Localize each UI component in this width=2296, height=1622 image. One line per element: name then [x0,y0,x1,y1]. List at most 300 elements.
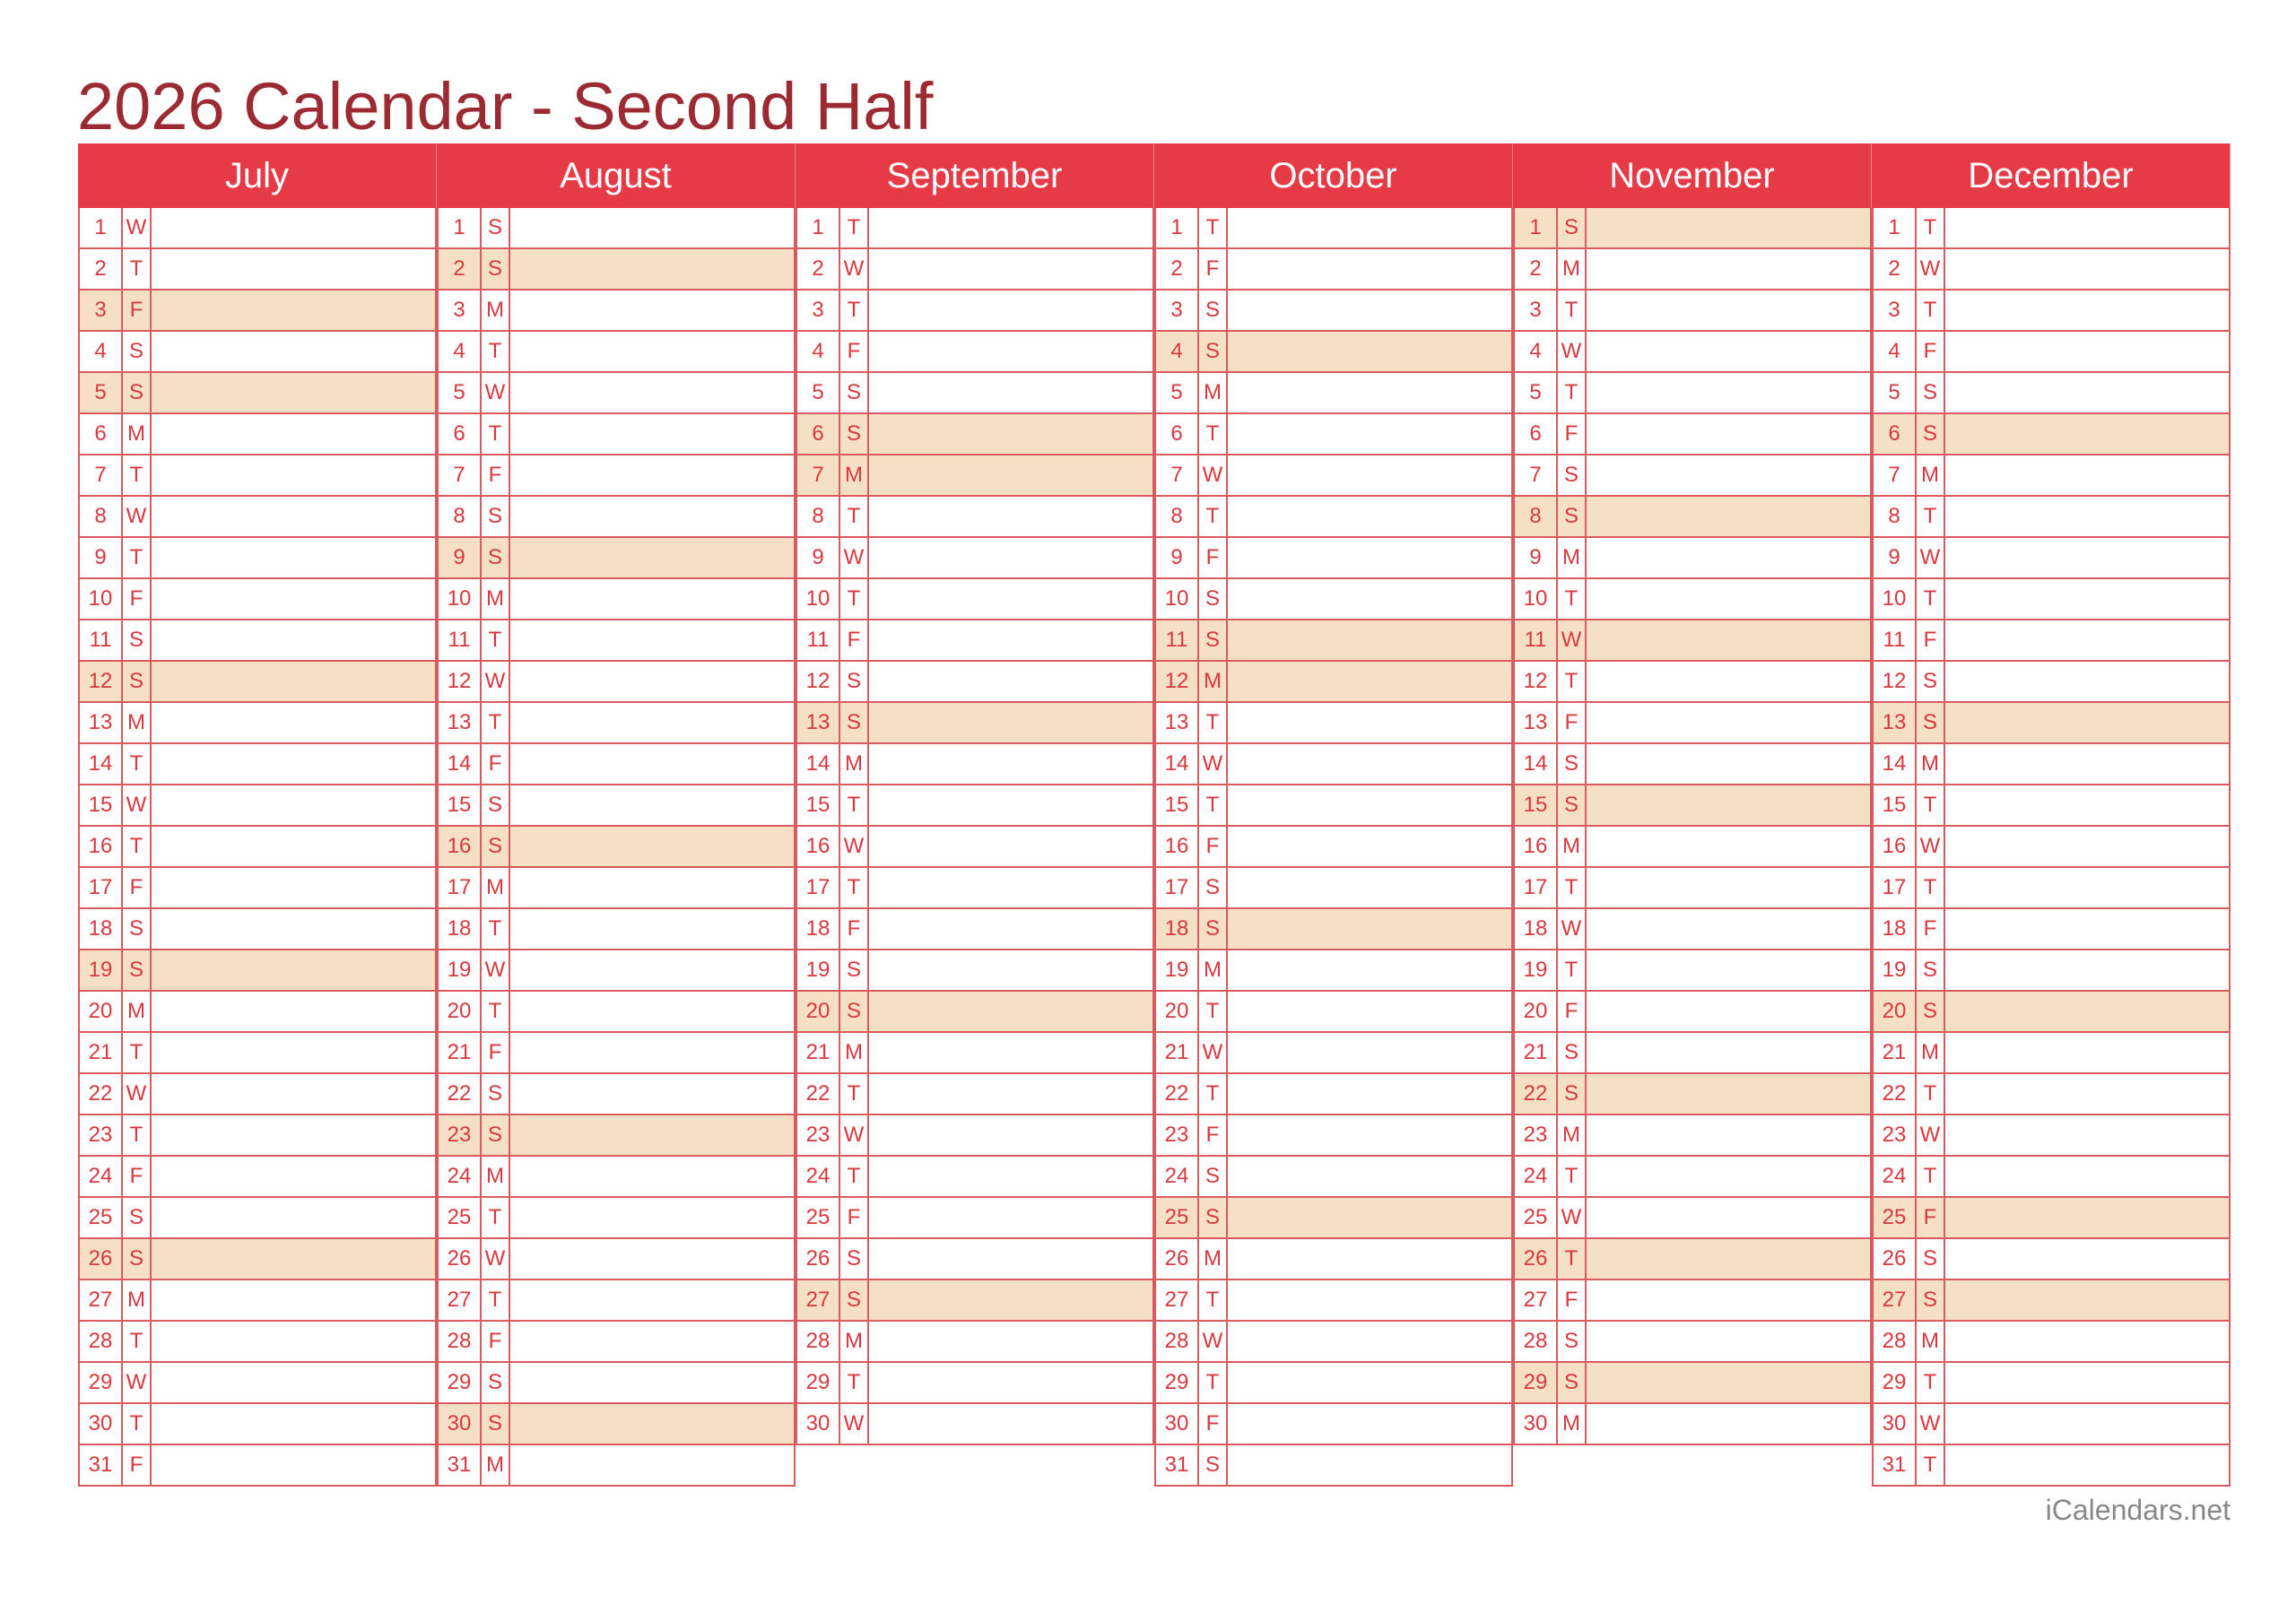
day-notes-space [1587,662,1870,701]
day-row [78,538,437,579]
day-number: 4 [439,332,482,371]
day-notes-space [1587,208,1870,247]
day-number: 24 [80,1157,123,1196]
weekday-letter: T [840,1363,869,1402]
weekday-letter: T [1917,868,1945,907]
day-row [1154,1445,1513,1487]
day-number: 14 [439,744,482,784]
day-number: 20 [1156,992,1199,1031]
day-notes-space [510,291,794,330]
day-number: 20 [797,992,840,1031]
day-row [78,703,437,744]
day-number: 6 [797,414,840,454]
day-notes-space [869,1198,1152,1237]
day-row [796,1033,1154,1074]
day-notes-space [869,208,1152,247]
weekday-letter: S [1917,992,1945,1031]
day-number: 7 [1515,455,1558,495]
day-number: 23 [797,1115,840,1155]
day-notes-space [152,868,435,907]
day-row [78,662,437,703]
weekday-letter: S [123,909,152,949]
day-notes-space [1945,744,2229,784]
day-notes-space [869,992,1152,1031]
day-number: 24 [1156,1157,1199,1196]
day-number: 2 [1156,249,1199,289]
day-number: 22 [1515,1074,1558,1114]
day-notes-space [1587,497,1870,536]
weekday-letter: M [123,1280,152,1320]
day-notes-space [152,1322,435,1361]
day-notes-space [152,1363,435,1402]
weekday-letter: S [1199,868,1228,907]
day-notes-space [152,291,435,330]
day-number: 16 [1156,827,1199,866]
month-july [78,143,437,1487]
weekday-letter: F [1917,909,1945,949]
day-notes-space [510,744,794,784]
day-number: 31 [1874,1445,1917,1485]
day-row [796,579,1154,620]
day-notes-space [869,785,1152,825]
weekday-letter: S [482,1363,510,1402]
weekday-letter: M [482,1445,510,1485]
day-row [1513,868,1872,909]
weekday-letter: W [123,497,152,536]
day-number: 3 [1156,291,1199,330]
day-number: 1 [1515,208,1558,247]
weekday-letter: T [123,538,152,577]
weekday-letter: F [1917,332,1945,371]
day-number: 26 [1156,1239,1199,1279]
day-number: 2 [1515,249,1558,289]
day-row [437,992,796,1033]
weekday-letter: F [1199,1115,1228,1155]
day-row [796,208,1154,249]
day-notes-space [510,992,794,1031]
day-row [1513,1074,1872,1115]
month-header: December [1872,143,2231,208]
day-notes-space [152,950,435,990]
day-notes-space [1228,455,1511,495]
day-notes-space [510,1322,794,1361]
day-number: 30 [80,1404,123,1444]
day-row [437,1280,796,1322]
month-header: August [437,143,796,208]
weekday-letter: S [1558,208,1587,247]
day-notes-space [1587,868,1870,907]
day-row [1872,620,2231,662]
weekday-letter: S [840,992,869,1031]
day-row [437,744,796,785]
day-number: 6 [80,414,123,454]
day-number: 27 [797,1280,840,1320]
day-number: 12 [80,662,123,701]
day-notes-space [152,579,435,619]
day-notes-space [1228,208,1511,247]
day-row [1513,538,1872,579]
day-notes-space [1945,538,2229,577]
day-number: 20 [439,992,482,1031]
day-number: 19 [1156,950,1199,990]
day-number: 10 [1874,579,1917,619]
weekday-letter: F [840,1198,869,1237]
day-notes-space [152,620,435,660]
weekday-letter: M [482,868,510,907]
weekday-letter: F [1558,1280,1587,1320]
weekday-letter: S [1917,414,1945,454]
day-notes-space [1228,1074,1511,1114]
day-row [1154,249,1513,291]
day-number: 27 [1515,1280,1558,1320]
day-number: 16 [1515,827,1558,866]
day-row [1154,332,1513,373]
day-notes-space [152,373,435,412]
day-notes-space [510,785,794,825]
day-number: 27 [80,1280,123,1320]
day-number: 3 [797,291,840,330]
day-notes-space [1945,1074,2229,1114]
day-notes-space [869,662,1152,701]
day-notes-space [1587,1033,1870,1072]
day-row [1154,909,1513,950]
weekday-letter: F [482,1322,510,1361]
weekday-letter: F [1558,992,1587,1031]
weekday-letter: W [123,1074,152,1114]
day-row [1154,1198,1513,1239]
day-row [437,455,796,497]
day-notes-space [1228,249,1511,289]
day-number: 27 [1874,1280,1917,1320]
month-october [1154,143,1513,1487]
day-row [796,497,1154,538]
weekday-letter: F [482,1033,510,1072]
day-number: 13 [80,703,123,742]
day-row [796,868,1154,909]
day-row [437,950,796,992]
day-row [1154,1033,1513,1074]
day-number: 12 [1156,662,1199,701]
weekday-letter: S [482,1404,510,1444]
weekday-letter: F [123,579,152,619]
weekday-letter: T [1199,497,1228,536]
day-notes-space [510,208,794,247]
weekday-letter: T [123,1115,152,1155]
day-number: 25 [1515,1198,1558,1237]
weekday-letter: S [1558,497,1587,536]
weekday-letter: T [123,1404,152,1444]
day-notes-space [1587,332,1870,371]
day-notes-space [1945,208,2229,247]
day-notes-space [1945,1404,2229,1444]
day-row [78,827,437,868]
day-notes-space [1945,497,2229,536]
day-row [1872,785,2231,827]
day-row [78,1363,437,1404]
day-notes-space [152,1198,435,1237]
day-notes-space [1228,373,1511,412]
weekday-letter: T [482,620,510,660]
day-row [1513,909,1872,950]
day-notes-space [510,373,794,412]
day-notes-space [1587,249,1870,289]
day-row [437,785,796,827]
weekday-letter: T [1199,785,1228,825]
weekday-letter: S [1917,1239,1945,1279]
day-notes-space [152,662,435,701]
weekday-letter: W [1917,538,1945,577]
day-row [78,620,437,662]
day-number: 18 [1874,909,1917,949]
weekday-letter: S [482,785,510,825]
weekday-letter: F [840,332,869,371]
day-notes-space [1587,455,1870,495]
day-number: 21 [797,1033,840,1072]
weekday-letter: S [123,1239,152,1279]
day-notes-space [1945,1363,2229,1402]
day-number: 2 [1874,249,1917,289]
weekday-letter: T [123,744,152,784]
weekday-letter: T [1917,1157,1945,1196]
day-number: 23 [80,1115,123,1155]
day-notes-space [152,1074,435,1114]
day-number: 24 [439,1157,482,1196]
day-number: 5 [1156,373,1199,412]
weekday-letter: M [123,414,152,454]
weekday-letter: T [1917,497,1945,536]
day-number: 29 [797,1363,840,1402]
weekday-letter: S [1199,620,1228,660]
day-row [1513,497,1872,538]
day-row [437,291,796,332]
day-number: 12 [797,662,840,701]
day-row [796,662,1154,703]
weekday-letter: T [1917,1363,1945,1402]
day-number: 11 [1515,620,1558,660]
weekday-letter: M [840,1033,869,1072]
day-notes-space [152,909,435,949]
day-notes-space [1945,291,2229,330]
weekday-letter: W [1199,455,1228,495]
weekday-letter: F [1199,1404,1228,1444]
day-row [437,1033,796,1074]
day-row [1872,373,2231,414]
day-notes-space [869,1239,1152,1279]
day-notes-space [1228,1322,1511,1361]
day-row [78,1445,437,1487]
day-number: 24 [797,1157,840,1196]
day-number: 3 [439,291,482,330]
day-number: 1 [1156,208,1199,247]
day-row [437,1115,796,1157]
weekday-letter: S [1199,1445,1228,1485]
day-row [796,1404,1154,1445]
day-notes-space [1228,579,1511,619]
day-row [1872,827,2231,868]
day-number: 31 [1156,1445,1199,1485]
weekday-letter: T [1199,1074,1228,1114]
weekday-letter: S [482,827,510,866]
weekday-letter: T [1199,208,1228,247]
day-row [1154,744,1513,785]
day-row [1513,992,1872,1033]
day-row [1872,703,2231,744]
day-notes-space [152,1239,435,1279]
day-row [1154,1363,1513,1404]
day-notes-space [869,579,1152,619]
day-notes-space [510,1239,794,1279]
day-number: 20 [80,992,123,1031]
day-row [796,744,1154,785]
day-row [78,1115,437,1157]
day-notes-space [1945,332,2229,371]
day-number: 5 [80,373,123,412]
day-number: 30 [1515,1404,1558,1444]
day-row [796,291,1154,332]
day-notes-space [869,703,1152,742]
day-row [1513,1198,1872,1239]
day-number: 30 [797,1404,840,1444]
day-number: 29 [1515,1363,1558,1402]
day-row [437,1363,796,1404]
weekday-letter: F [123,868,152,907]
day-notes-space [1587,785,1870,825]
day-row [1513,703,1872,744]
day-row [796,909,1154,950]
page-title: 2026 Calendar - Second Half [77,69,934,143]
weekday-letter: W [1558,1198,1587,1237]
day-notes-space [152,744,435,784]
day-notes-space [152,332,435,371]
day-row [1513,1280,1872,1322]
weekday-letter: W [1558,332,1587,371]
day-notes-space [510,455,794,495]
day-notes-space [1945,1115,2229,1155]
weekday-letter: W [123,785,152,825]
day-notes-space [1945,1445,2229,1485]
month-august [437,143,796,1487]
day-row [1872,1239,2231,1280]
day-row [1154,785,1513,827]
day-number: 24 [1874,1157,1917,1196]
weekday-letter: T [1558,662,1587,701]
weekday-letter: T [1558,1157,1587,1196]
day-notes-space [1228,662,1511,701]
weekday-letter: T [1199,1280,1228,1320]
weekday-letter: W [840,538,869,577]
day-number: 30 [1156,1404,1199,1444]
day-notes-space [1228,785,1511,825]
day-row [796,538,1154,579]
day-number: 29 [1874,1363,1917,1402]
day-number: 4 [1874,332,1917,371]
weekday-letter: M [840,744,869,784]
day-row [78,414,437,455]
day-notes-space [1228,620,1511,660]
day-notes-space [1228,538,1511,577]
day-number: 9 [1515,538,1558,577]
weekday-letter: T [840,785,869,825]
day-number: 22 [1874,1074,1917,1114]
day-notes-space [1587,1157,1870,1196]
weekday-letter: M [840,1322,869,1361]
day-row [78,497,437,538]
day-notes-space [510,1074,794,1114]
weekday-letter: S [1558,1074,1587,1114]
weekday-letter: M [1558,249,1587,289]
footer-credit: iCalendars.net [2045,1494,2231,1526]
day-row [1872,1115,2231,1157]
month-header: November [1513,143,1872,208]
day-number: 23 [1515,1115,1558,1155]
day-number: 7 [439,455,482,495]
day-number: 22 [1156,1074,1199,1114]
day-notes-space [510,497,794,536]
weekday-letter: T [840,497,869,536]
day-notes-space [510,579,794,619]
day-row [796,785,1154,827]
weekday-letter: F [123,1157,152,1196]
day-row [78,1280,437,1322]
weekday-letter: M [1917,1033,1945,1072]
day-notes-space [510,620,794,660]
day-number: 10 [1156,579,1199,619]
day-row [78,1239,437,1280]
day-row [796,414,1154,455]
day-number: 13 [1515,703,1558,742]
day-row [1154,1115,1513,1157]
day-number: 13 [1874,703,1917,742]
day-row [796,950,1154,992]
day-number: 1 [80,208,123,247]
day-row [78,1157,437,1198]
day-notes-space [869,620,1152,660]
day-notes-space [1945,868,2229,907]
day-notes-space [1228,1363,1511,1402]
day-number: 13 [1156,703,1199,742]
day-notes-space [869,1074,1152,1114]
day-number: 16 [797,827,840,866]
day-row [437,703,796,744]
day-notes-space [1587,579,1870,619]
day-notes-space [152,1445,435,1485]
weekday-letter: W [482,1239,510,1279]
weekday-letter: M [482,291,510,330]
day-notes-space [869,827,1152,866]
weekday-letter: M [840,455,869,495]
day-notes-space [1228,703,1511,742]
day-number: 17 [80,868,123,907]
weekday-letter: T [840,1157,869,1196]
weekday-letter: W [840,1404,869,1444]
day-row [437,579,796,620]
weekday-letter: T [1199,1363,1228,1402]
day-number: 19 [439,950,482,990]
day-notes-space [152,455,435,495]
day-row [1872,744,2231,785]
day-row [78,455,437,497]
day-number: 26 [1874,1239,1917,1279]
day-row [437,1445,796,1487]
day-row [1513,1404,1872,1445]
day-row [1154,455,1513,497]
day-notes-space [510,1445,794,1485]
day-notes-space [1587,950,1870,990]
day-number: 7 [1156,455,1199,495]
weekday-letter: T [482,909,510,949]
day-notes-space [152,1280,435,1320]
day-number: 21 [1515,1033,1558,1072]
